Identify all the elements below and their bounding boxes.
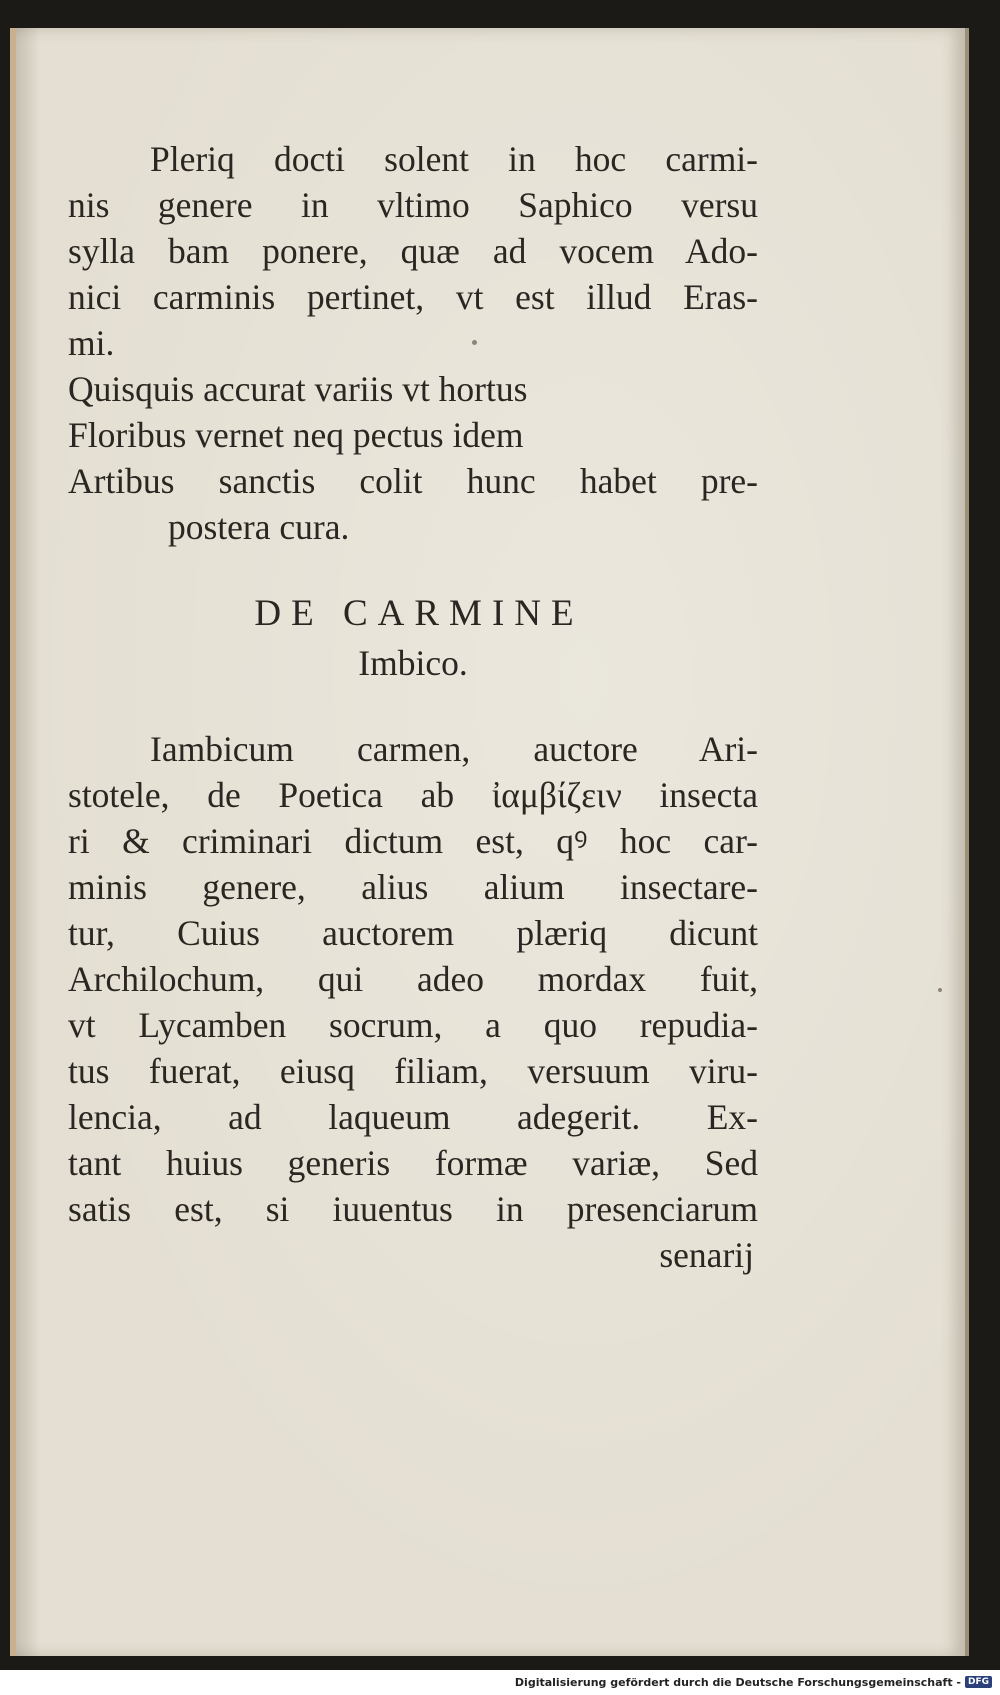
section-subheading: Imbico. (358, 643, 468, 683)
digitization-credit (515, 1673, 992, 1691)
dfg-logo-icon: DFG (965, 1676, 992, 1688)
verse-line: Floribus vernet neq pectus idem (68, 415, 524, 455)
paper-speck (938, 988, 942, 992)
page-text (68, 136, 758, 1278)
page-edge (10, 28, 16, 1656)
verse-line: Quisquis accurat variis vt hortus (68, 369, 528, 409)
text-line: tus fuerat, eiusq filiam, versuum viru- (68, 1051, 758, 1091)
text-line: satis est, si iuuentus in presenciarum (68, 1189, 758, 1229)
verse-line: postera cura. (168, 507, 350, 547)
text-line: tant huius generis formæ variæ, Sed (68, 1143, 758, 1183)
section-heading: DE CARMINE (254, 593, 584, 634)
text-line: stotele, de Poetica ab ἰαμβίζειν insecta (68, 775, 758, 815)
text-line: Iambicum carmen, auctore Ari- (150, 729, 758, 769)
text-line: minis genere, alius alium insectare- (68, 867, 758, 907)
catchword: senarij (659, 1235, 754, 1275)
credit-text: Digitalisierung gefördert durch die Deutsche Forschungsgemeinschaft - (514, 1675, 961, 1689)
text-line: tur, Cuius auctorem plæriq dicunt (68, 913, 758, 953)
text-line: vt Lycamben socrum, a quo repudia- (68, 1005, 758, 1045)
text-line: nici carminis pertinet, vt est illud Eras- (68, 277, 758, 317)
text-line: Pleriq docti solent in hoc carmi- (150, 139, 758, 179)
text-line: sylla bam ponere, quæ ad vocem Ado- (68, 231, 758, 271)
text-line: ri & criminari dictum est, qꝰ hoc car- (68, 821, 758, 861)
book-page (10, 28, 969, 1656)
text-line: nis genere in vltimo Saphico versu (68, 185, 758, 225)
text-line: lencia, ad laqueum adegerit. Ex- (68, 1097, 758, 1137)
text-line: mi. (68, 323, 115, 363)
verse-line: Artibus sanctis colit hunc habet pre- (68, 461, 758, 501)
text-line: Archilochum, qui adeo mordax fuit, (68, 959, 758, 999)
